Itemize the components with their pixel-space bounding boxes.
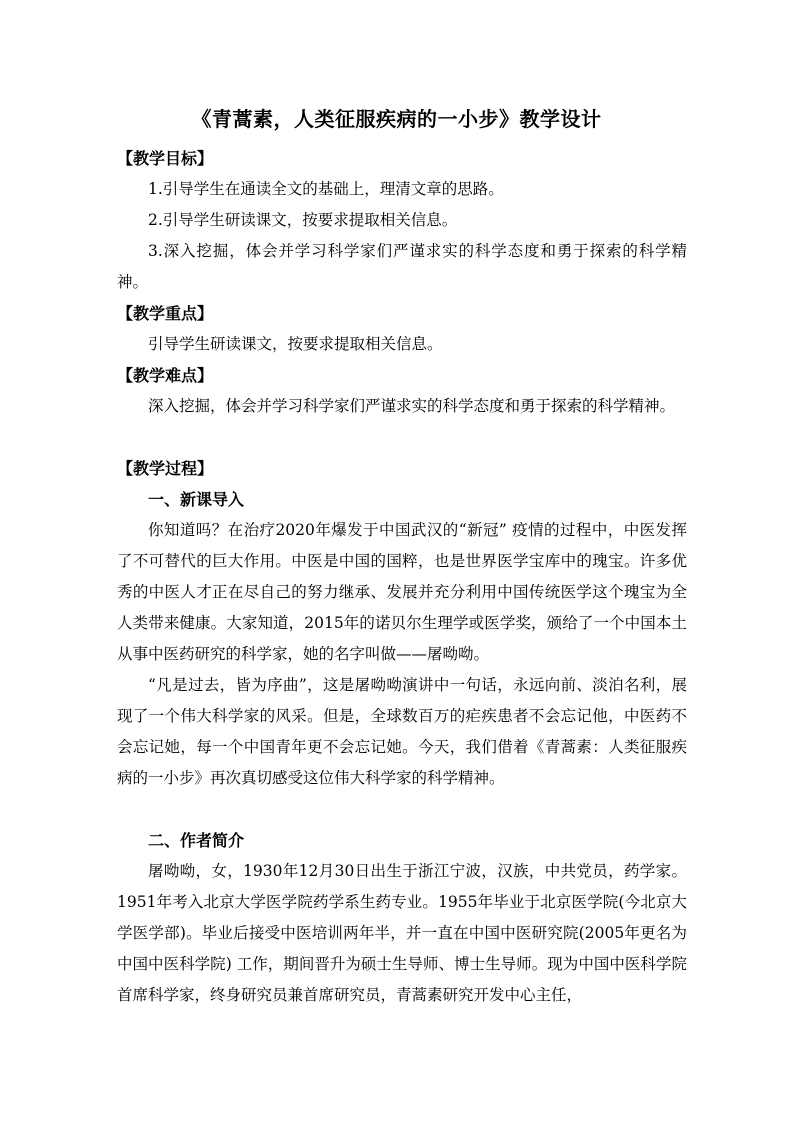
goal-item-2: 2.引导学生研读课文，按要求提取相关信息。 — [148, 211, 458, 229]
section-2-heading: 二、作者简介 — [148, 831, 245, 850]
key-points-text: 引导学生研读课文，按要求提取相关信息。 — [148, 335, 443, 353]
page-title: 《青蒿素，人类征服疾病的一小步》教学设计 — [191, 107, 602, 131]
key-points-heading: 【教学重点】 — [117, 304, 214, 323]
difficulties-text: 深入挖掘，体会并学习科学家们严谨求实的科学态度和勇于探索的科学精神。 — [148, 397, 676, 415]
section-1-paragraph-2: “凡是过去，皆为序曲”，这是屠呦呦演讲中一句话，永远向前、淡泊名利，展现了一个伟大科学家的风采。但是，全球数百万的疟疾患者不会忘记他，中医药不会忘记她，每一个中国青年更不会忘记她。今天，我们借着《青蒿素：人类征服疾病的一小步》再次真切感受这位伟大科学家的科学精神。 — [117, 676, 687, 787]
spacer — [117, 422, 687, 453]
document-body — [117, 143, 687, 1011]
section-1-heading: 一、新课导入 — [148, 490, 245, 509]
goals-heading: 【教学目标】 — [117, 149, 214, 168]
section-1-paragraph-1: 你知道吗？在治疗2020年爆发于中国武汉的“新冠” 疫情的过程中，中医发挥了不可替代的巨大作用。中医是中国的国粹，也是世界医学宝库中的瑰宝。许多优秀的中医人才正在尽自己的努力继承、发展并充分利用中国传统医学这个瑰宝为全人类带来健康。大家知道，2015年的诺贝尔生理学或医学奖，颁给了一个中国本土从事中医药研究的科学家，她的名字叫做——屠呦呦。 — [117, 521, 687, 663]
goal-item-1: 1.引导学生在通读全文的基础上，理清文章的思路。 — [148, 180, 504, 198]
spacer — [117, 794, 687, 825]
section-2-paragraph-1: 屠呦呦，女，1930年12月30日出生于浙江宁波，汉族，中共党员，药学家。1951年考入北京大学医学院药学系生药专业。1955年毕业于北京医学院(今北京大学医学部)。毕业后接受中医培训两年半，并一直在中国中医研究院(2005年更名为中国中医科学院) 工作，期间晋升为硕士生导师、博士生导师。现为中国中医科学院首席科学家，终身研究员兼首席研究员，青蒿素研究开发中心主任， — [117, 862, 687, 1004]
difficulties-heading: 【教学难点】 — [117, 366, 214, 385]
goal-item-3: 3.深入挖掘，体会并学习科学家们严谨求实的科学态度和勇于探索的科学精神。 — [117, 242, 687, 291]
process-heading: 【教学过程】 — [117, 459, 214, 478]
